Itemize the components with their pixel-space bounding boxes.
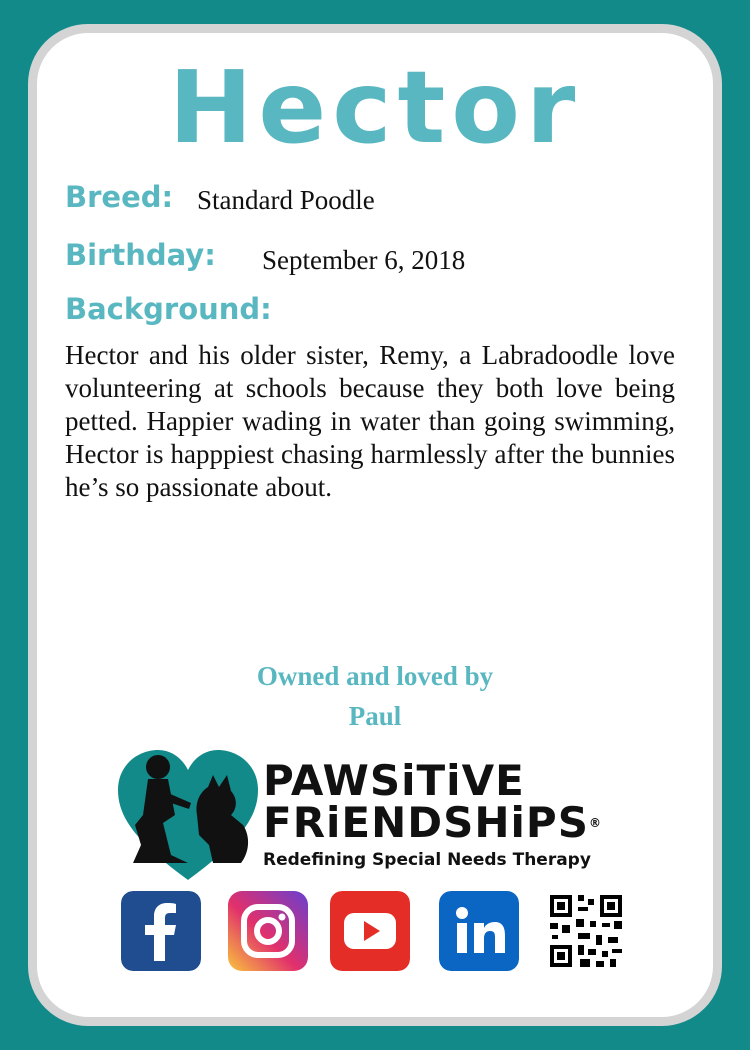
brand-tagline: Redefining Special Needs Therapy	[263, 850, 591, 870]
dog-name: Hector	[168, 49, 582, 166]
brand-line-1: PAWSiTiVE	[263, 756, 525, 805]
background-text: Hector and his older sister, Remy, a Labradoodle love volunteering at schools because they both love being petted. Happier wading in water than going swimming, Hector is happpiest chasing harmlessly after the bunnies he’s so passionate about.	[65, 340, 675, 502]
owner-block	[37, 656, 713, 736]
instagram-icon[interactable]	[228, 891, 308, 971]
birthday-value: September 6, 2018	[262, 245, 466, 275]
linkedin-icon[interactable]	[439, 891, 519, 971]
breed-label: Breed:	[65, 180, 174, 214]
brand-line-2: FRiENDSHiPS®	[263, 798, 602, 847]
heart-child-dog-icon	[113, 745, 263, 885]
breed-value: Standard Poodle	[197, 185, 375, 215]
registered-mark: ®	[588, 816, 602, 830]
background-label: Background:	[65, 292, 272, 326]
profile-card	[28, 24, 722, 1026]
owned-by-label: Owned and loved by	[256, 661, 494, 691]
youtube-icon[interactable]	[330, 891, 410, 971]
facebook-icon[interactable]	[121, 891, 201, 971]
pawsitive-friendships-logo[interactable]	[113, 745, 653, 885]
qr-code-icon[interactable]	[546, 891, 626, 971]
birthday-label: Birthday:	[65, 238, 216, 272]
owner-name: Paul	[348, 701, 402, 731]
